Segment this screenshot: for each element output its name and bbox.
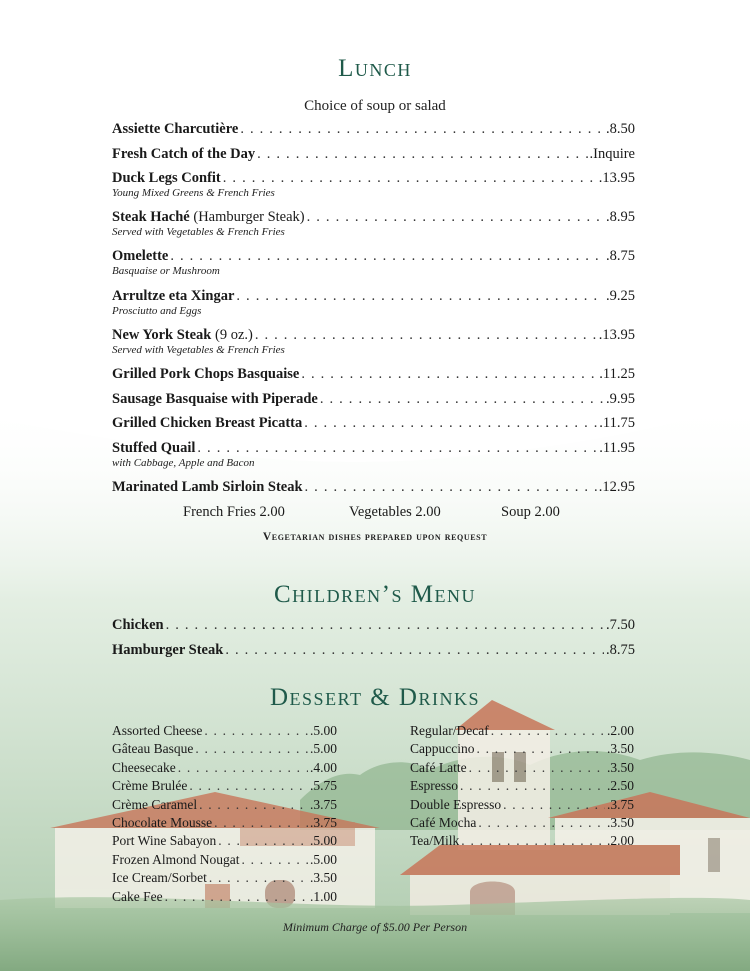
dessert-list [112,722,337,906]
drink-item [410,740,634,758]
item-name: Double Espresso [410,796,502,812]
side-item: Vegetables 2.00 [349,504,441,520]
item-name: New York Steak [112,327,212,343]
item-price: .11.75 [599,415,635,431]
side-item: Soup 2.00 [501,504,560,520]
item-name: Crème Brulée [112,778,188,794]
children-item [112,641,635,659]
item-name: Chocolate Mousse [112,814,213,830]
lunch-item [112,287,635,318]
item-price: .5.00 [310,851,337,867]
dessert-item [112,888,337,906]
item-price: .7.50 [606,617,635,633]
item-name: Duck Legs Confit [112,170,221,186]
item-price: .11.95 [599,440,635,456]
drink-item [410,759,634,777]
vegetarian-note: Vegetarian dishes prepared upon request [262,531,488,543]
item-price: .13.95 [598,170,635,186]
item-price: .3.75 [607,796,634,812]
item-name: Tea/Milk [410,833,460,849]
dessert-item [112,851,337,869]
item-description: with Cabbage, Apple and Bacon [112,457,255,469]
item-name: Stuffed Quail [112,440,196,456]
dessert-item [112,740,337,758]
lunch-item [112,439,635,470]
item-name-note: (Hamburger Steak) [189,209,305,225]
lunch-item [112,414,635,432]
item-name: Ice Cream/Sorbet [112,870,207,886]
item-name: Frozen Almond Nougat [112,851,240,867]
item-name: Fresh Catch of the Day [112,146,256,162]
lunch-item [112,169,635,200]
item-description: Prosciutto and Eggs [112,305,202,317]
item-name-note: (9 oz.) [211,327,253,343]
item-name: Assiette Charcutière [112,121,239,137]
item-price: .3.50 [607,814,634,830]
item-name: Grilled Chicken Breast Picatta [112,415,303,431]
item-price: .5.75 [310,778,337,794]
dessert-title: Dessert & Drinks [270,684,480,711]
item-price: .9.25 [606,288,635,304]
item-price: .11.25 [599,366,635,382]
item-name: Espresso [410,778,458,794]
drink-item [410,832,634,850]
lunch-item [112,247,635,278]
item-price: .1.00 [310,888,337,904]
dessert-item [112,869,337,887]
item-name: Marinated Lamb Sirloin Steak [112,479,303,495]
lunch-item [112,120,635,138]
item-name: Assorted Cheese [112,723,203,738]
drink-item [410,814,634,832]
dessert-item [112,832,337,850]
dessert-item [112,777,337,795]
lunch-item [112,390,635,408]
item-description: Served with Vegetables & French Fries [112,344,285,356]
children-item [112,616,635,634]
item-price: .2.00 [607,723,634,738]
dessert-item [112,759,337,777]
item-price: .8.75 [606,642,635,658]
item-description: Young Mixed Greens & French Fries [112,187,275,199]
children-title: Children’s Menu [274,581,476,608]
item-name: Chicken [112,617,164,633]
item-name: Café Latte [410,759,467,775]
item-name: Regular/Decaf [410,723,489,738]
item-price: .5.00 [310,833,337,849]
item-price: .3.75 [310,814,337,830]
item-price: .12.95 [598,479,635,495]
item-description: Served with Vegetables & French Fries [112,226,285,238]
item-price: .5.00 [310,741,337,757]
item-price: .3.50 [310,870,337,886]
item-name: Hamburger Steak [112,642,224,658]
minimum-charge-note: Minimum Charge of $5.00 Per Person [282,920,468,934]
dessert-item [112,722,337,740]
dessert-item [112,814,337,832]
lunch-title: Lunch [338,55,412,82]
item-name: Cappuccino [410,741,475,757]
item-price: .9.95 [606,391,635,407]
item-price: .4.00 [310,759,337,775]
sides-row [0,504,750,524]
dessert-item [112,796,337,814]
drink-item [410,722,634,740]
item-price: .8.75 [606,248,635,264]
lunch-item [112,478,635,496]
item-name: Crème Caramel [112,796,198,812]
item-price: .8.50 [606,121,635,137]
item-name: Cheesecake [112,759,176,775]
item-name: Gâteau Basque [112,741,194,757]
item-name: Steak Haché [112,209,190,225]
item-price: .3.75 [310,796,337,812]
item-name: Omelette [112,248,169,264]
drink-item [410,777,634,795]
item-price: .3.50 [607,741,634,757]
item-price: .2.00 [607,833,634,849]
lunch-item [112,365,635,383]
item-price: .8.95 [606,209,635,225]
drink-item [410,796,634,814]
lunch-item [112,145,635,163]
item-name: Port Wine Sabayon [112,833,217,849]
item-price: .Inquire [589,146,635,162]
lunch-item [112,326,635,357]
item-price: .2.50 [607,778,634,794]
item-name: Café Mocha [410,814,477,830]
side-item: French Fries 2.00 [183,504,285,520]
item-name: Cake Fee [112,888,163,904]
item-price: .5.00 [310,723,337,738]
drinks-list [410,722,634,851]
lunch-subtitle: Choice of soup or salad [304,98,446,114]
item-price: .3.50 [607,759,634,775]
item-name: Sausage Basquaise with Piperade [112,391,318,407]
item-name: Grilled Pork Chops Basquaise [112,366,300,382]
item-price: .13.95 [598,327,635,343]
item-description: Basquaise or Mushroom [112,265,220,277]
lunch-item [112,208,635,239]
item-name: Arrultze eta Xingar [112,288,235,304]
